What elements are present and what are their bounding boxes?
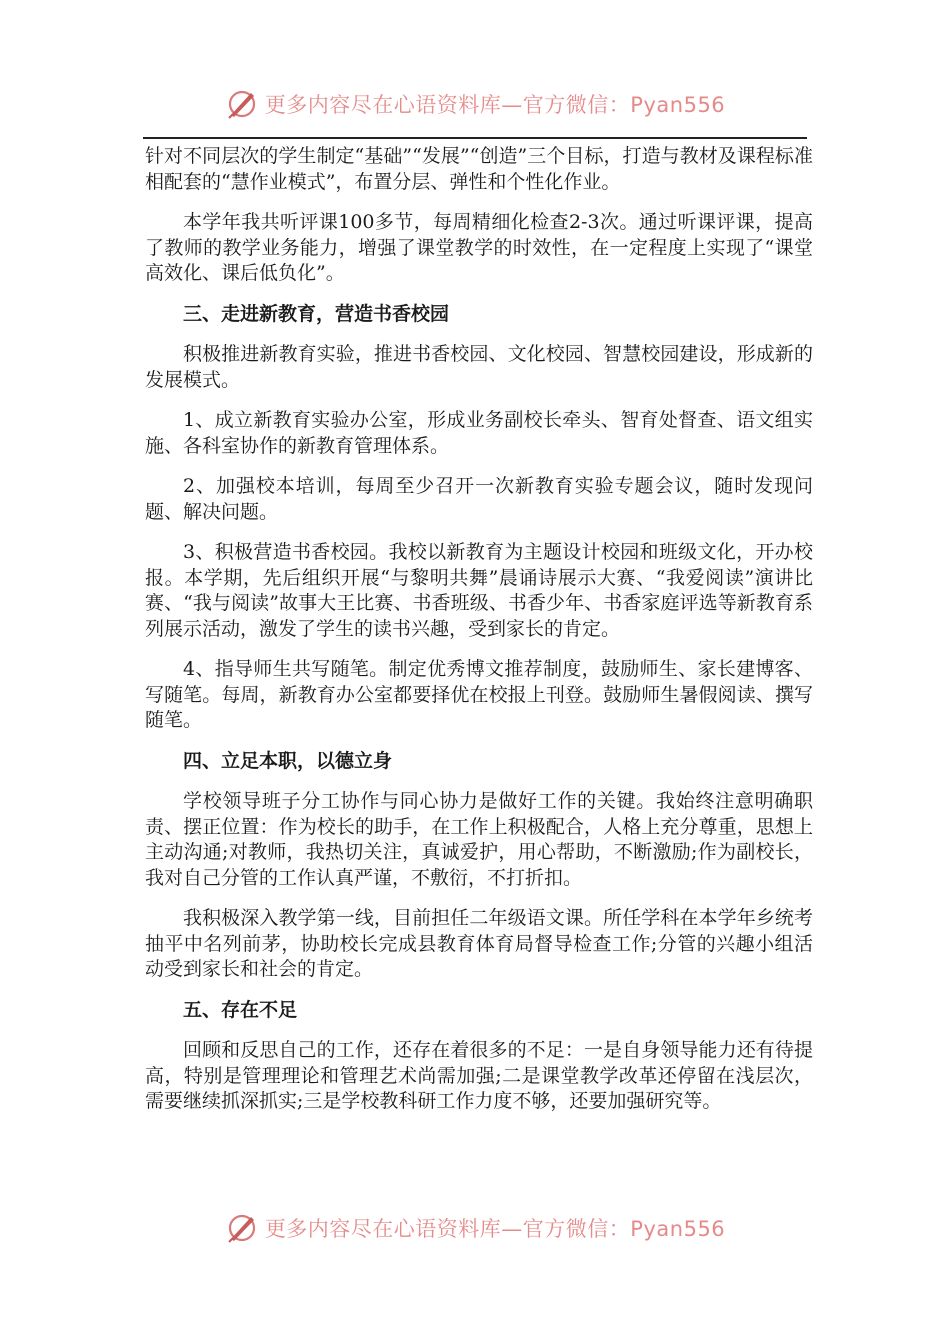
body-paragraph: 3、积极营造书香校园。我校以新教育为主题设计校园和班级文化，开办校报。本学期，先后组织开展“与黎明共舞”晨诵诗展示大赛、“我爱阅读”演讲比赛、“我与阅读”故事大王比赛、书香班级、书香少年、书香家庭评选等新教育系列展示活动，激发了学生的读书兴趣，受到家长的肯定。	[145, 541, 813, 640]
footer-banner-text: 更多内容尽在心语资料库—官方微信：Pyan556	[264, 1217, 726, 1241]
document-body	[145, 144, 813, 1130]
body-paragraph: 本学年我共听评课100多节，每周精细化检查2-3次。通过听课评课，提高了教师的教学业务能力，增强了课堂教学的时效性，在一定程度上实现了“课堂高效化、课后低负化”。	[145, 211, 813, 284]
body-paragraph: 我积极深入教学第一线，目前担任二年级语文课。所任学科在本学年乡统考抽平中名列前茅，协助校长完成县教育体育局督导检查工作;分管的兴趣小组活动受到家长和社会的肯定。	[145, 907, 813, 980]
section-heading: 四、立足本职，以德立身	[183, 749, 393, 772]
body-paragraph: 针对不同层次的学生制定“基础”“发展”“创造”三个目标，打造与教材及课程标准相配套的“慧作业模式”，布置分层、弹性和个性化作业。	[145, 145, 813, 193]
body-paragraph: 2、加强校本培训，每周至少召开一次新教育实验专题会议，随时发现问题、解决问题。	[145, 475, 813, 523]
header-divider	[143, 137, 807, 139]
body-paragraph: 学校领导班子分工协作与同心协力是做好工作的关键。我始终注意明确职责、摆正位置：作为校长的助手，在工作上积极配合，人格上充分尊重，思想上主动沟通;对教师，我热切关注，真诚爱护，用心帮助，不断激励;作为副校长，我对自己分管的工作认真严谨，不敷衍，不打折扣。	[145, 790, 813, 889]
section-heading: 五、存在不足	[183, 998, 298, 1021]
body-paragraph: 1、成立新教育实验办公室，形成业务副校长牵头、智育处督查、语文组实施、各科室协作的新教育管理体系。	[145, 409, 813, 457]
body-paragraph: 4、指导师生共写随笔。制定优秀博文推荐制度，鼓励师生、家长建博客、写随笔。每周，新教育办公室都要择优在校报上刊登。鼓励师生暑假阅读、撰写随笔。	[145, 658, 813, 731]
body-paragraph: 积极推进新教育实验，推进书香校园、文化校园、智慧校园建设，形成新的发展模式。	[145, 343, 813, 391]
body-paragraph: 回顾和反思自己的工作，还存在着很多的不足：一是自身领导能力还有待提高，特别是管理理论和管理艺术尚需加强;二是课堂教学改革还停留在浅层次，需要继续抓深抓实;三是学校教科研工作力度不够，还要加强研究等。	[145, 1039, 813, 1112]
quill-circle-icon	[225, 1211, 259, 1245]
section-heading: 三、走进新教育，营造书香校园	[183, 302, 450, 325]
header-banner-text: 更多内容尽在心语资料库—官方微信：Pyan556	[264, 93, 726, 117]
header-banner	[0, 82, 950, 126]
footer-banner	[0, 1206, 950, 1250]
quill-circle-icon	[225, 87, 259, 121]
